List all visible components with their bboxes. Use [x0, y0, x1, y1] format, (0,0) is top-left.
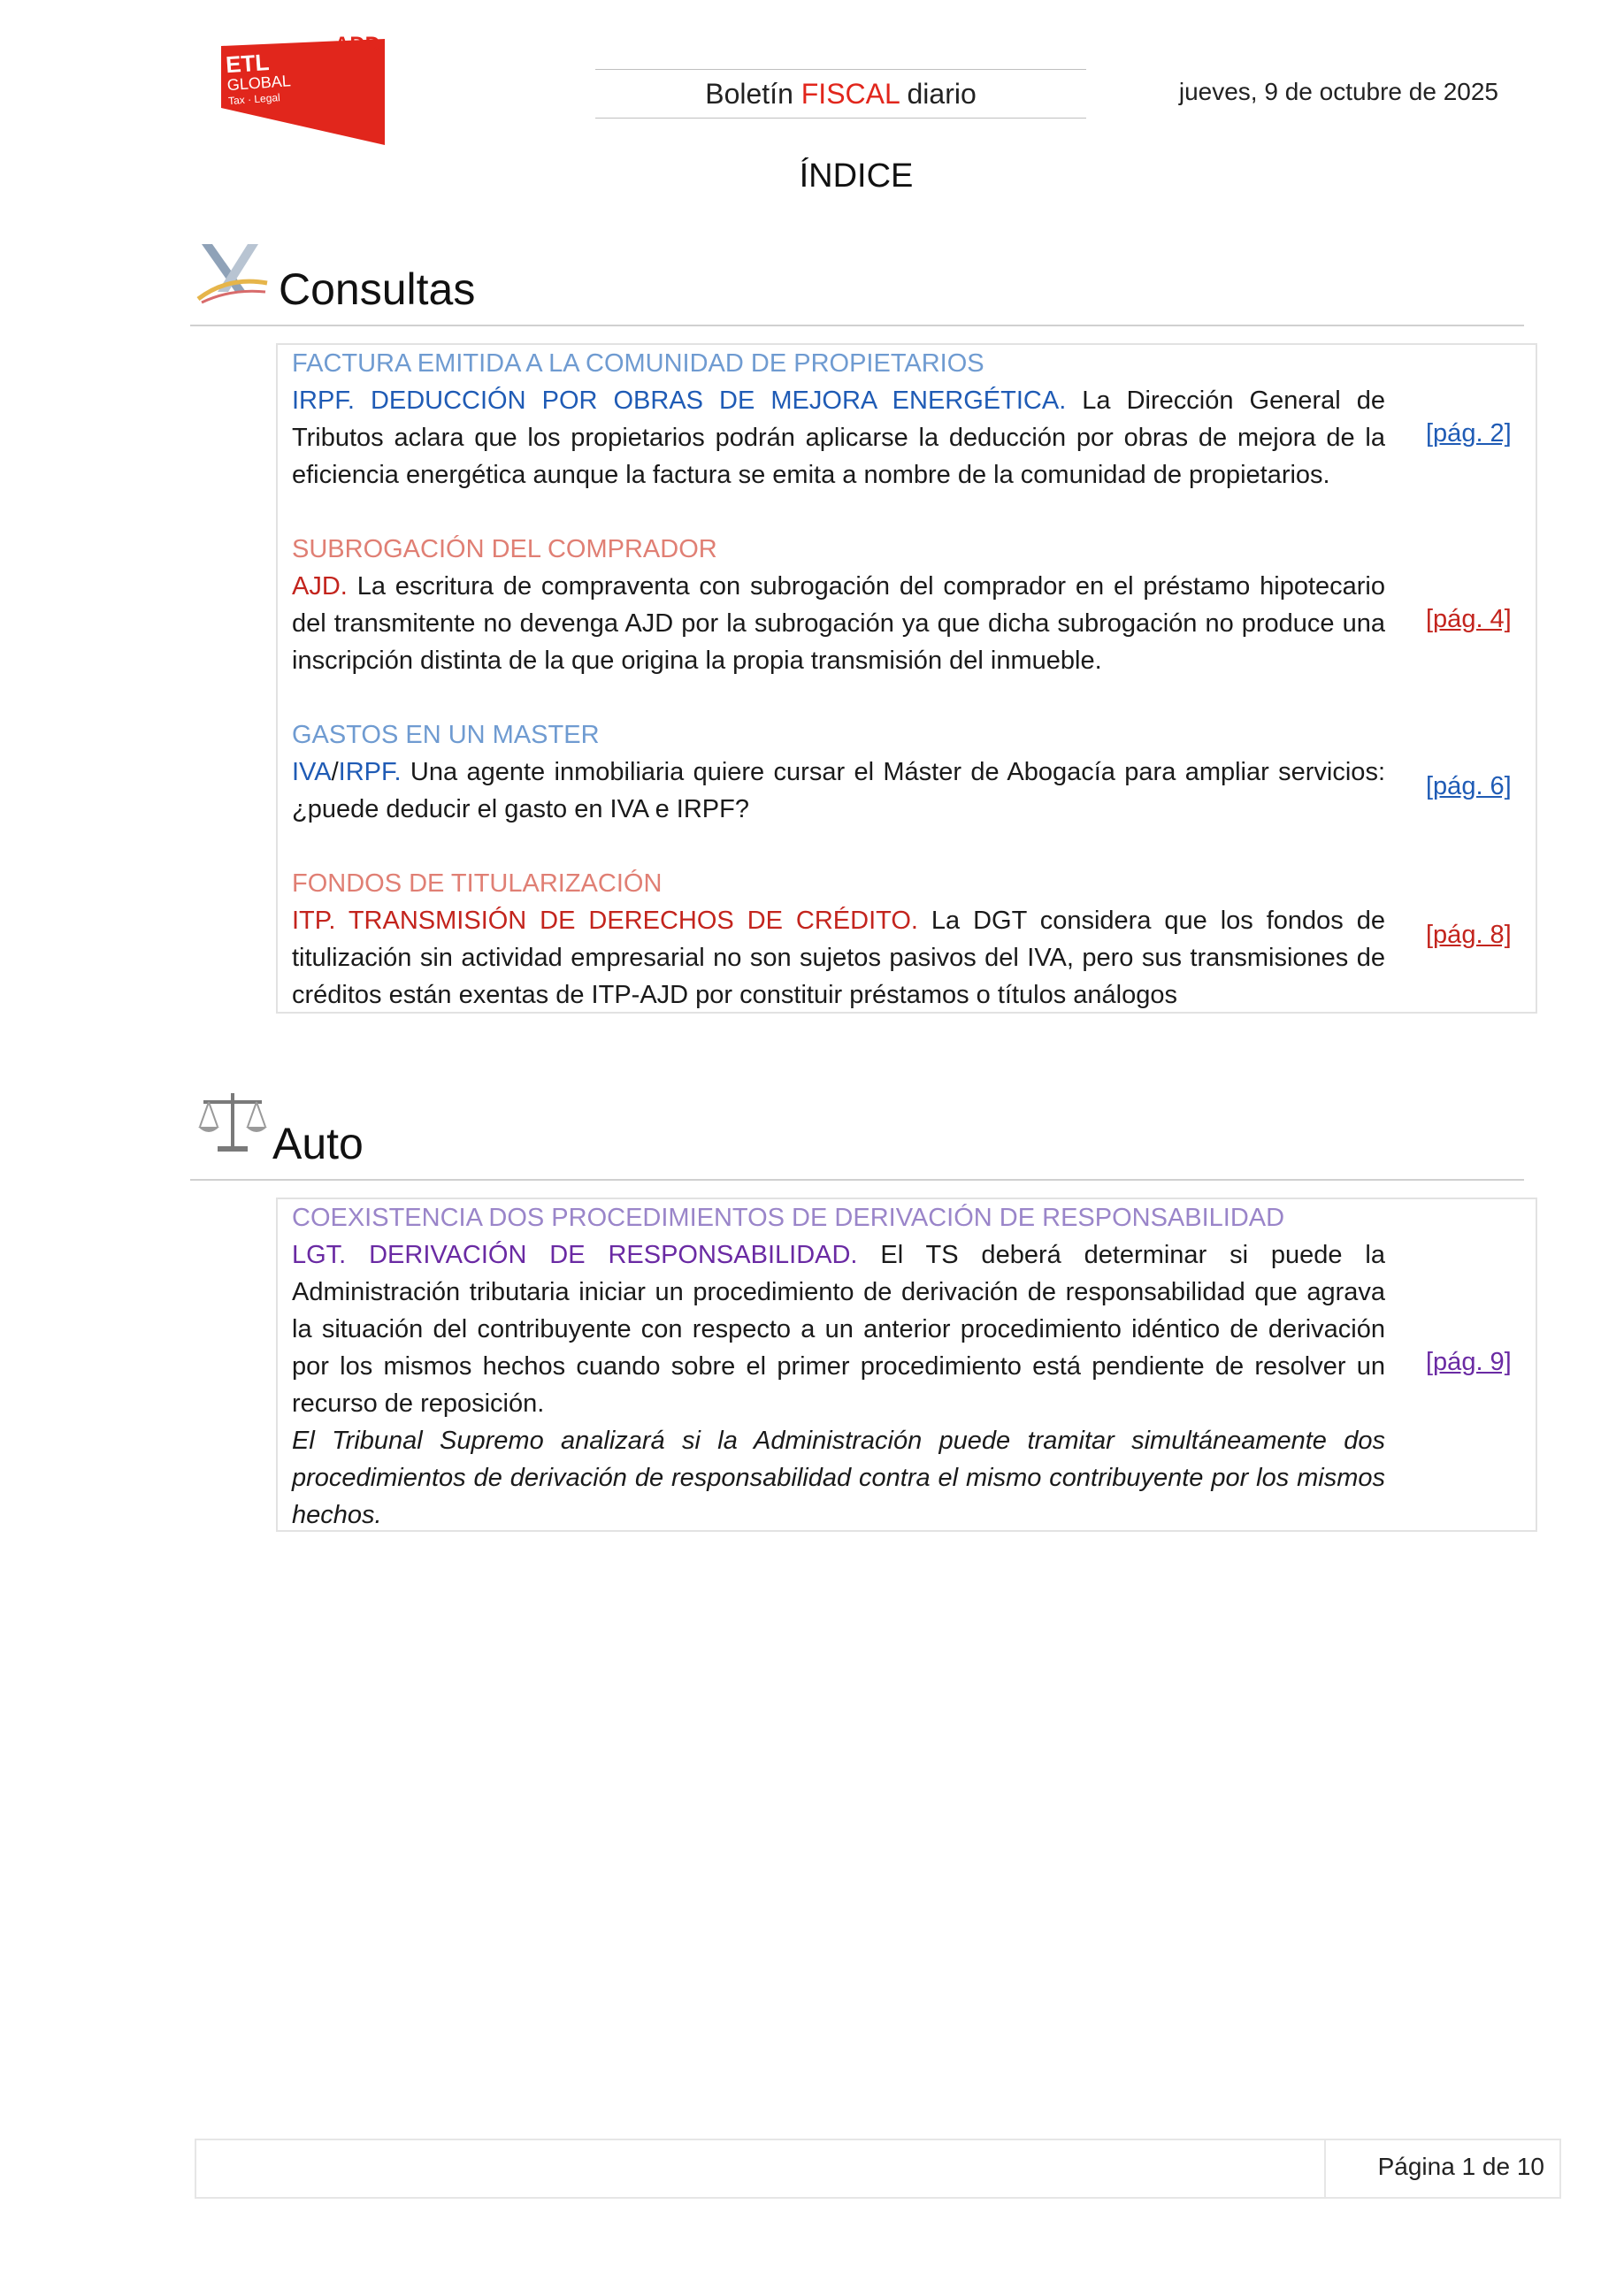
entry-heading: FACTURA EMITIDA A LA COMUNIDAD DE PROPIETARIOS	[292, 349, 984, 378]
entry-lead-b: IRPF.	[338, 758, 402, 786]
section-divider	[190, 1179, 1524, 1181]
footer-divider	[1324, 2139, 1326, 2199]
entry-lead: ITP. TRANSMISIÓN DE DERECHOS DE CRÉDITO.	[292, 907, 918, 935]
page-link[interactable]: [pág. 2]	[1426, 419, 1512, 448]
page-link[interactable]: [pág. 6]	[1426, 772, 1512, 800]
entry-body: Una agente inmobiliaria quiere cursar el Máster de Abogacía para ampliar servicios: ¿puede deducir el gasto en IVA e IRPF?	[292, 758, 1385, 823]
index-entry	[292, 716, 1385, 828]
page-link[interactable]: [pág. 4]	[1426, 605, 1512, 633]
entry-lead-a: IVA	[292, 758, 332, 786]
bulletin-date: jueves, 9 de octubre de 2025	[1178, 78, 1498, 105]
logo-line2: GLOBAL	[226, 72, 292, 95]
index-title: ÍNDICE	[799, 157, 914, 195]
bulletin-title-accent: FISCAL	[801, 78, 900, 110]
entry-lead: AJD.	[292, 572, 348, 601]
bulletin-title	[595, 69, 1086, 119]
entry-summary: El Tribunal Supremo analizará si la Administración puede tramitar simultáneamente dos procedimientos de derivación de responsabilidad contra el mismo contribuyente por los mismos hechos.	[292, 1427, 1385, 1529]
section-title-consultas: Consultas	[279, 264, 476, 314]
index-entry	[292, 865, 1385, 1014]
entry-heading: FONDOS DE TITULARIZACIÓN	[292, 869, 663, 898]
entry-lead: IRPF. DEDUCCIÓN POR OBRAS DE MEJORA ENERGÉTICA.	[292, 386, 1067, 415]
index-entry	[292, 531, 1385, 679]
logo-line3: Tax · Legal	[227, 91, 281, 108]
index-entry	[292, 1199, 1385, 1534]
page-number: Página 1 de 10	[1377, 2153, 1544, 2180]
bulletin-title-pre: Boletín	[705, 78, 801, 110]
agencia-tributaria-icon	[193, 241, 271, 308]
logo-badge: ADD	[334, 33, 380, 57]
entry-body: La escritura de compraventa con subrogación del comprador en el préstamo hipotecario del transmitente no devenga AJD por la subrogación ya que dicha subrogación no produce una inscripción distinta de la que origina la propia transmisión del inmueble.	[292, 572, 1385, 675]
section-divider	[190, 325, 1524, 326]
entry-body: La Dirección General de Tributos aclara que los propietarios podrán aplicarse la deducción por obras de mejora de la eficiencia energética aunque la factura se emita a nombre de la comunidad de propietarios.	[292, 386, 1385, 489]
scales-icon	[196, 1090, 269, 1157]
page-link[interactable]: [pág. 8]	[1426, 921, 1512, 949]
entry-body: El TS deberá determinar si puede la Administración tributaria iniciar un procedimiento de derivación de responsabilidad que agrava la situación del contribuyente con respecto a un anterior procedimiento idéntico de derivación por los mismos hechos cuando sobre el primer procedimiento está pendiente de resolver un recurso de reposición.	[292, 1241, 1385, 1418]
entry-heading: GASTOS EN UN MASTER	[292, 721, 600, 749]
entry-body: La DGT considera que los fondos de titulización sin actividad empresarial no son sujetos pasivos del IVA, pero sus transmisiones de créditos están exentas de ITP-AJD por constituir préstamos o títulos análogos	[292, 907, 1386, 1009]
etl-global-logo	[221, 30, 385, 145]
bulletin-title-post: diario	[899, 78, 977, 110]
page-link[interactable]: [pág. 9]	[1426, 1348, 1512, 1376]
index-entry	[292, 345, 1385, 494]
entry-lead: LGT. DERIVACIÓN DE RESPONSABILIDAD.	[292, 1241, 858, 1269]
footer	[195, 2139, 1561, 2199]
entry-lead-sep: /	[331, 758, 339, 786]
section-title-auto: Auto	[272, 1119, 364, 1168]
logo-line1: ETL	[225, 48, 271, 79]
entry-heading: COEXISTENCIA DOS PROCEDIMIENTOS DE DERIVACIÓN DE RESPONSABILIDAD	[292, 1204, 1285, 1232]
entry-heading: SUBROGACIÓN DEL COMPRADOR	[292, 535, 717, 563]
